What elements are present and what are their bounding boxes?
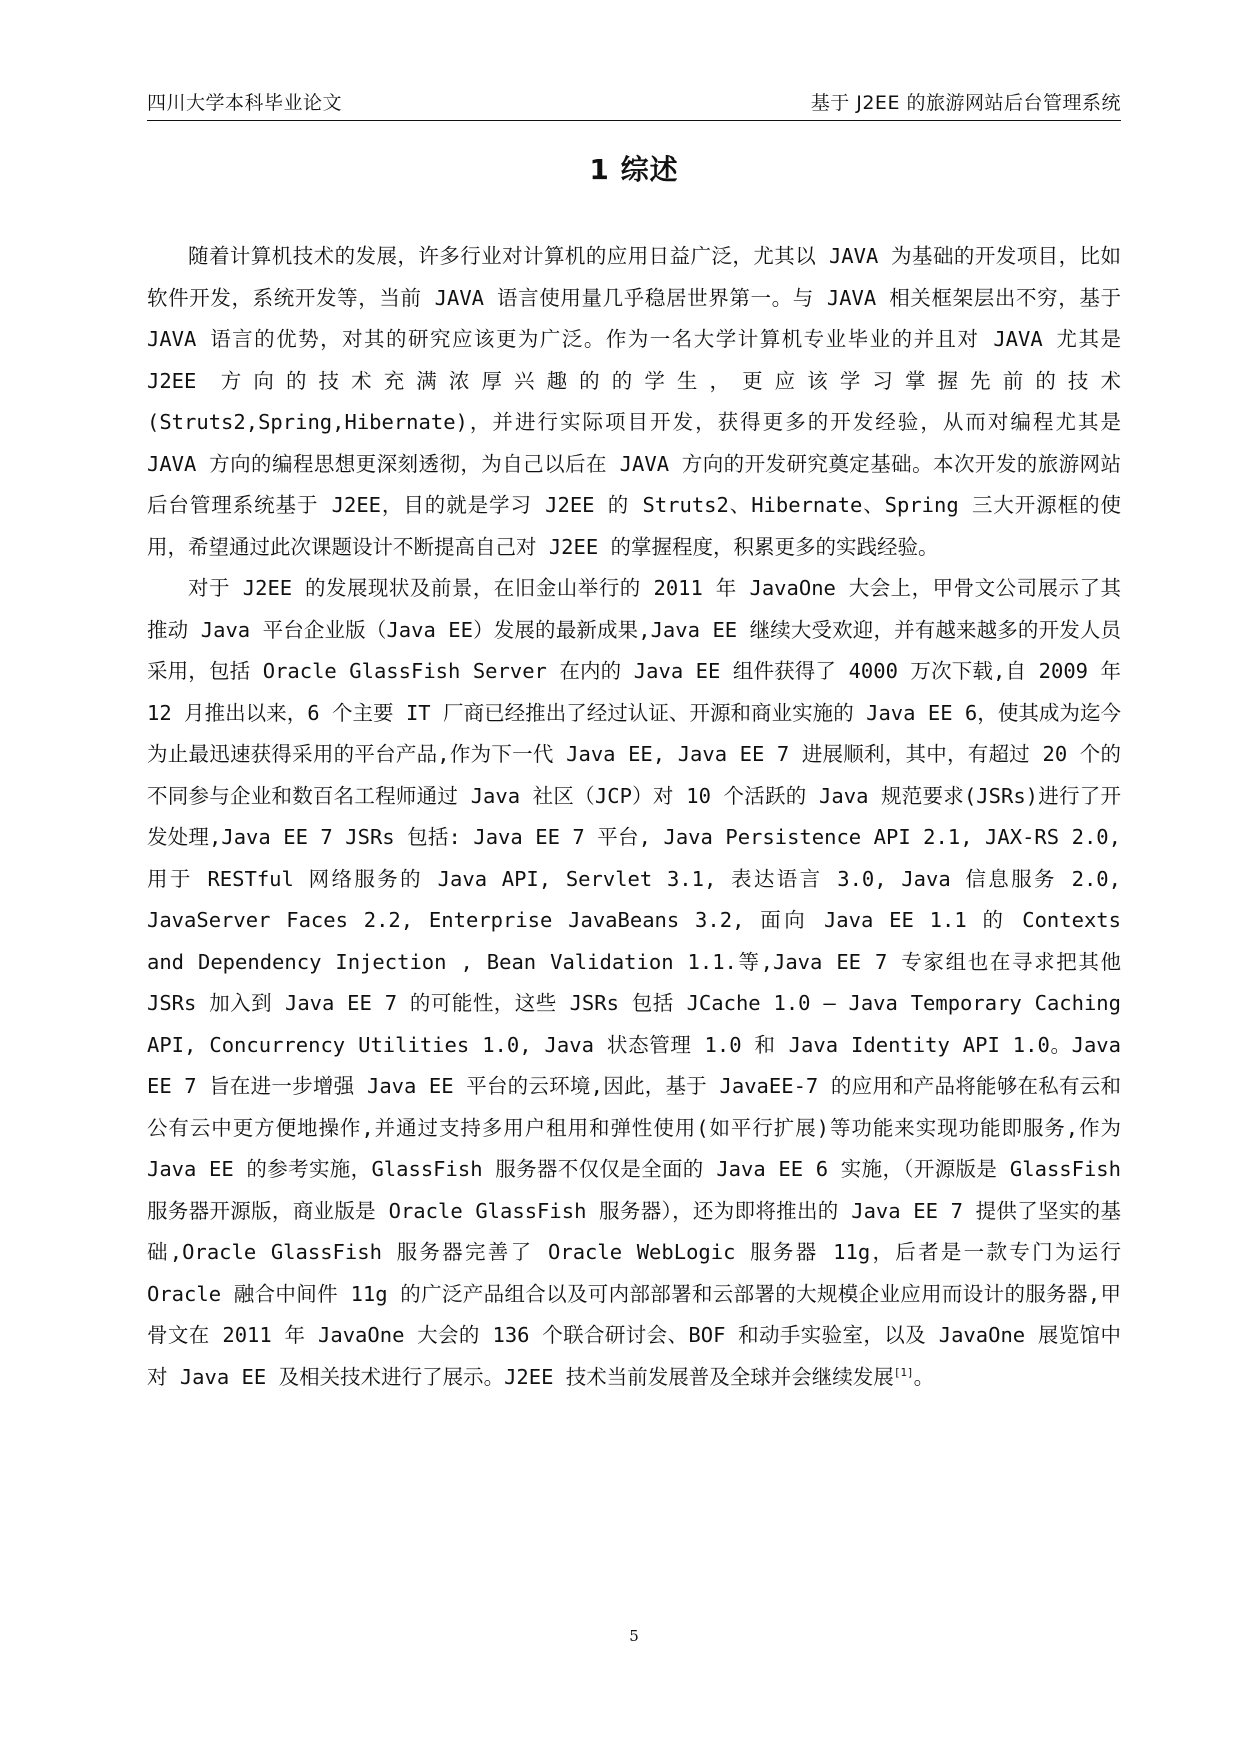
paragraph-intro	[147, 236, 1121, 568]
paragraph-j2ee-status-text: 对于 J2EE 的发展现状及前景，在旧金山举行的 2011 年 JavaOne 大会上，甲骨文公司展示了其推动 Java 平台企业版（Java EE）发展的最新成果,Java EE 继续大受欢迎，并有越来越多的开发人员采用，包括 Oracle GlassFish Server 在内的 Java EE 组件获得了 4000 万次下载,自 2009 年 12 月推出以来，6 个主要 IT 厂商已经推出了经过认证、开源和商业实施的 Java EE 6，使其成为迄今为止最迅速获得采用的平台产品,作为下一代 Java EE, Java EE 7 进展顺利，其中，有超过 20 个的不同参与企业和数百名工程师通过 Java 社区（JCP）对 10 个活跃的 Java 规范要求(JSRs)进行了开发处理,Java EE 7 JSRs 包括: Java EE 7 平台, Java Persistence API 2.1, JAX-RS 2.0, 用于 RESTful 网络服务的 Java API, Servlet 3.1, 表达语言 3.0, Java 信息服务 2.0, JavaServer Faces 2.2, Enterprise JavaBeans 3.2, 面向 Java EE 1.1 的 Contexts and Dependency Injection , Bean Validation 1.1.等,Java EE 7 专家组也在寻求把其他 JSRs 加入到 Java EE 7 的可能性，这些 JSRs 包括 JCache 1.0 – Java Temporary Caching API, Concurrency Utilities 1.0, Java 状态管理 1.0 和 Java Identity API 1.0。Java EE 7 旨在进一步增强 Java EE 平台的云环境,因此，基于 JavaEE-7 的应用和产品将能够在私有云和公有云中更方便地操作,并通过支持多用户租用和弹性使用(如平行扩展)等功能来实现功能即服务,作为 Java EE 的参考实施，GlassFish 服务器不仅仅是全面的 Java EE 6 实施，（开源版是 GlassFish 服务器开源版，商业版是 Oracle GlassFish 服务器），还为即将推出的 Java EE 7 提供了坚实的基础,Oracle GlassFish 服务器完善了 Oracle WebLogic 服务器 11g，后者是一款专门为运行 Oracle 融合中间件 11g 的广泛产品组合以及可内部部署和云部署的大规模企业应用而设计的服务器,甲骨文在 2011 年 JavaOne 大会的 136 个联合研讨会、BOF 和动手实验室，以及 JavaOne 展览馆中对 Java EE 及相关技术进行了展示。J2EE 技术当前发展普及全球并会继续发展	[147, 576, 1121, 1389]
paragraph-end-punctuation: 。	[913, 1364, 935, 1389]
header-university-title: 四川大学本科毕业论文	[147, 92, 343, 114]
chapter-title: 1 综述	[589, 153, 679, 186]
page-number: 5	[629, 1627, 639, 1645]
body-text	[147, 236, 1121, 1398]
paragraph-j2ee-status	[147, 568, 1121, 1398]
header-thesis-title: 基于 J2EE 的旅游网站后台管理系统	[810, 92, 1121, 114]
citation-marker: [1]	[893, 1365, 914, 1379]
running-header	[147, 90, 1121, 121]
paragraph-intro-text: 随着计算机技术的发展，许多行业对计算机的应用日益广泛，尤其以 JAVA 为基础的开发项目，比如软件开发，系统开发等，当前 JAVA 语言使用量几乎稳居世界第一。与 JAVA 相关框架层出不穷，基于 JAVA 语言的优势，对其的研究应该更为广泛。作为一名大学计算机专业毕业的并且对 JAVA 尤其是 J2EE 方向的技术充满浓厚兴趣的的学生，更应该学习掌握先前的技术(Struts2,Spring,Hibernate)，并进行实际项目开发，获得更多的开发经验，从而对编程尤其是 JAVA 方向的编程思想更深刻透彻，为自己以后在 JAVA 方向的开发研究奠定基础。本次开发的旅游网站后台管理系统基于 J2EE，目的就是学习 J2EE 的 Struts2、Hibernate、Spring 三大开源框的使用，希望通过此次课题设计不断提高自己对 J2EE 的掌握程度，积累更多的实践经验。	[147, 244, 1121, 559]
